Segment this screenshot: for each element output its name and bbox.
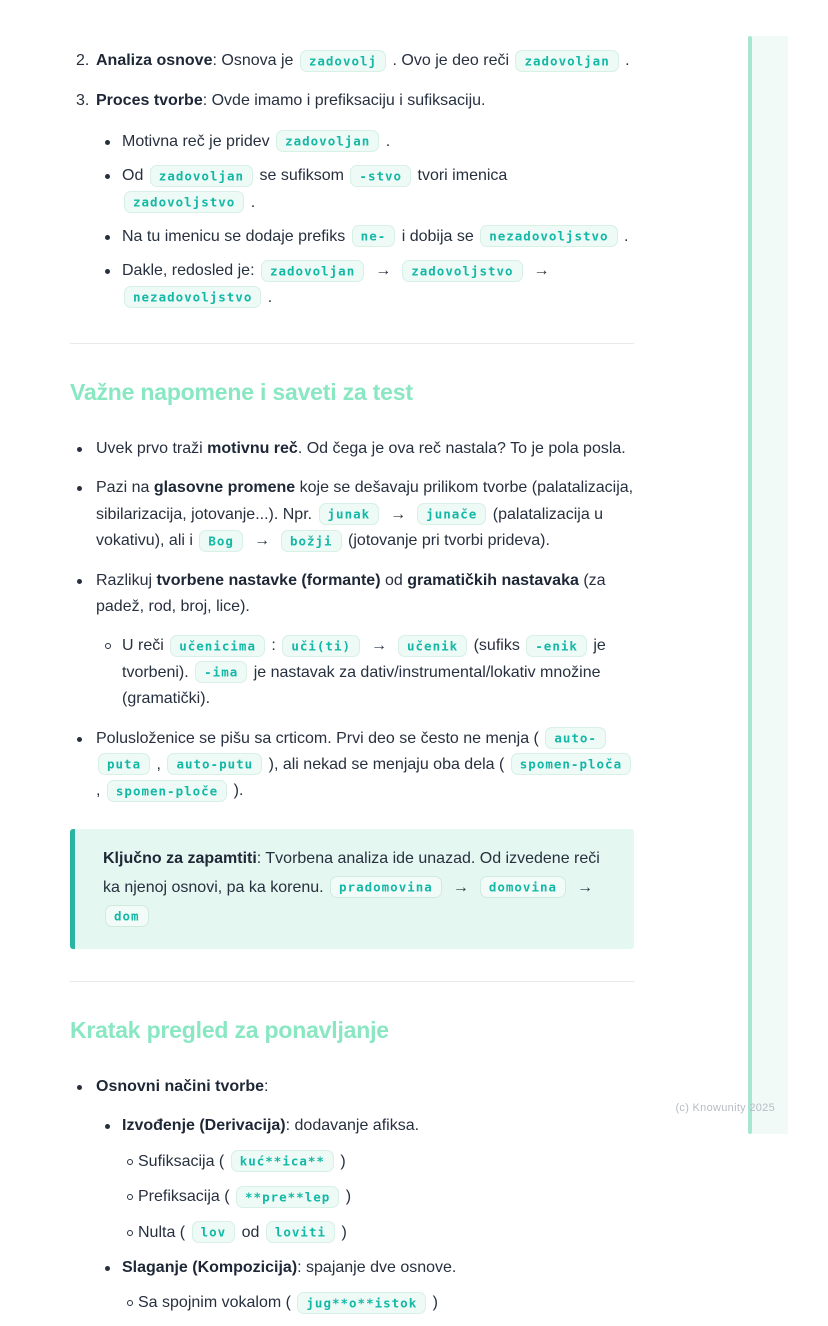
list-item-text	[96, 1078, 268, 1095]
code-badge: božji	[281, 530, 342, 552]
text-segment: je tvorbeni).	[122, 637, 606, 681]
bullet-icon	[127, 1159, 133, 1165]
list-item-text	[122, 167, 507, 210]
text-segment: Dakle, redosled je:	[122, 262, 259, 280]
list-item-text	[122, 262, 559, 305]
arrow-icon: →	[390, 505, 407, 523]
bold-text: motivnu reč	[207, 440, 298, 458]
bullet-icon	[127, 1230, 133, 1236]
bold-text: Analiza osnove	[96, 52, 213, 69]
list-item-text	[122, 1259, 456, 1276]
bullet-icon	[105, 1124, 110, 1129]
text-segment: je nastavak za dativ/instrumental/lokativ množine (gramatički).	[122, 663, 601, 708]
divider	[70, 343, 634, 344]
text-segment: ), ali nekad se menjaju oba dela (	[264, 755, 509, 773]
code-badge: jug**o**istok	[297, 1292, 426, 1314]
bullet-icon	[105, 269, 110, 274]
bold-text: gramatičkih nastavaka	[407, 571, 579, 589]
list-item	[70, 1220, 634, 1246]
text-segment: : dodavanje afiksa.	[285, 1117, 420, 1135]
code-badge: -ima	[195, 661, 247, 683]
code-badge: zadovoljan	[261, 260, 364, 282]
code-badge: junak	[319, 503, 380, 525]
list-item-text	[96, 92, 485, 109]
code-badge: lov	[192, 1221, 236, 1243]
text-segment: ,	[96, 782, 105, 800]
arrow-icon: →	[253, 532, 270, 550]
text-segment: Pazi na	[96, 479, 154, 497]
text-segment: Polusloženice se pišu sa crticom. Prvi deo se često ne menja (	[96, 729, 544, 747]
text-segment: :	[264, 1078, 269, 1096]
text-segment: . Ovo je deo reči	[388, 52, 514, 69]
bullet-icon	[77, 486, 82, 491]
code-badge: junače	[417, 503, 486, 525]
code-badge: učenik	[398, 635, 467, 657]
list-item	[70, 224, 634, 250]
list-item	[70, 129, 634, 155]
list-item	[70, 726, 634, 805]
text-segment: i dobija se	[397, 227, 479, 245]
copyright-footer: (c) Knowunity 2025	[675, 1102, 775, 1114]
text-segment: .	[381, 132, 391, 150]
text-segment: Sufiksacija (	[138, 1152, 229, 1170]
code-badge: Bog	[199, 530, 243, 552]
bold-text: tvorbene nastavke (formante)	[156, 571, 381, 589]
numbered-item	[70, 88, 634, 114]
list-item-text	[122, 637, 606, 707]
bold-text: Izvođenje (Derivacija)	[122, 1117, 286, 1135]
text-segment: :	[266, 637, 281, 655]
callout-box	[70, 829, 634, 949]
list-item	[70, 258, 634, 311]
bullet-icon	[77, 579, 82, 584]
code-badge: auto-puta	[98, 727, 606, 775]
text-segment: .	[620, 52, 630, 69]
text-segment: .	[263, 288, 273, 306]
code-badge: spomen-ploče	[107, 780, 227, 802]
text-segment: .	[246, 193, 256, 211]
list-item	[70, 1113, 634, 1139]
page-edge-strip	[752, 36, 788, 1134]
code-badge: spomen-ploča	[511, 753, 631, 775]
text-segment: koje se dešavaju prilikom tvorbe (palatalizacija, sibilarizacija, jotovanje...). Npr.	[96, 479, 634, 523]
text-segment: : Ovde imamo i prefiksaciju i sufiksaciju.	[202, 92, 486, 110]
list-item	[70, 1149, 634, 1175]
bullet-icon	[127, 1194, 133, 1200]
list-item-text	[96, 730, 633, 800]
code-badge: zadovolj	[300, 50, 386, 72]
numbered-item	[70, 48, 634, 74]
code-badge: nezadovoljstvo	[124, 286, 261, 308]
text-segment: Nulta (	[138, 1223, 190, 1241]
section-heading: Kratak pregled za ponavljanje	[70, 1017, 389, 1044]
list-item-text	[96, 440, 626, 457]
text-segment: se sufiksom	[255, 167, 349, 185]
text-segment: (palatalizacija u vokativu), ali i	[96, 505, 604, 550]
bullet-icon	[105, 174, 110, 179]
divider	[70, 981, 634, 982]
code-badge: ne-	[352, 225, 396, 247]
arrow-icon: →	[375, 262, 392, 280]
bullet-icon	[77, 737, 82, 742]
list-item	[70, 475, 634, 554]
list-item-text	[138, 1188, 351, 1205]
callout-text	[103, 845, 610, 931]
list-item-text	[96, 479, 633, 549]
text-segment: Sa spojnim vokalom (	[138, 1294, 296, 1312]
list-item-text	[96, 572, 606, 615]
code-badge: zadovoljan	[515, 50, 618, 72]
code-badge: zadovoljan	[276, 130, 379, 152]
text-segment: od	[380, 571, 408, 589]
list-item	[70, 1255, 634, 1281]
document-content	[70, 34, 634, 1326]
text-segment: (jotovanje pri tvorbi prideva).	[343, 532, 550, 550]
text-segment: Uvek prvo traži	[96, 440, 208, 458]
text-segment: : spajanje dve osnove.	[297, 1259, 457, 1277]
text-segment: Prefiksacija (	[138, 1188, 235, 1206]
section-heading: Važne napomene i saveti za test	[70, 379, 413, 406]
code-badge: dom	[105, 905, 149, 927]
arrow-icon: →	[533, 262, 550, 280]
list-item-text	[138, 1294, 438, 1311]
bold-text: glasovne promene	[153, 479, 296, 497]
list-item-text	[138, 1153, 346, 1170]
text-segment: Od	[122, 167, 148, 185]
list-item-text	[122, 133, 390, 150]
list-item	[70, 1290, 634, 1316]
scroll-indicator[interactable]	[748, 36, 752, 1134]
text-segment: )	[341, 1188, 352, 1206]
list-item	[70, 1074, 634, 1100]
list-item	[70, 633, 634, 712]
text-segment: . Od čega je ova reč nastala? To je pola posla.	[297, 440, 626, 458]
text-segment: (za padež, rod, broj, lice).	[96, 571, 606, 616]
code-badge: uči(ti)	[282, 635, 360, 657]
bold-text: Osnovni načini tvorbe	[96, 1078, 265, 1096]
bullet-icon	[77, 447, 82, 452]
text-segment: Motivna reč je pridev	[122, 132, 275, 150]
arrow-icon: →	[452, 878, 469, 896]
bullet-icon	[77, 1085, 82, 1090]
bullet-icon	[105, 140, 110, 145]
text-segment: U reči	[122, 637, 169, 655]
list-item-text	[138, 1224, 347, 1241]
list-item	[70, 436, 634, 462]
list-number: 2.	[76, 52, 90, 69]
list-item-text	[122, 1117, 419, 1134]
code-badge: zadovoljan	[150, 165, 253, 187]
code-badge: -stvo	[350, 165, 411, 187]
bullet-icon	[105, 235, 110, 240]
list-item	[70, 568, 634, 621]
list-item-text	[122, 228, 628, 245]
code-badge: učenicima	[170, 635, 265, 657]
text-segment: Na tu imenicu se dodaje prefiks	[122, 227, 350, 245]
text-segment: (sufiks	[469, 637, 525, 655]
code-badge: loviti	[266, 1221, 335, 1243]
code-badge: -enik	[526, 635, 587, 657]
text-segment: .	[619, 227, 629, 245]
text-segment: : Osnova je	[212, 52, 298, 69]
bullet-icon	[105, 643, 111, 649]
list-item	[70, 1184, 634, 1210]
code-badge: nezadovoljstvo	[480, 225, 617, 247]
list-item-text	[96, 52, 630, 69]
text-segment: ).	[229, 782, 244, 800]
arrow-icon: →	[577, 878, 594, 896]
bullet-icon	[105, 1266, 110, 1271]
bold-text: Proces tvorbe	[96, 92, 203, 110]
code-badge: **pre**lep	[236, 1186, 339, 1208]
text-segment: ,	[152, 755, 166, 773]
code-badge: pradomovina	[330, 876, 442, 898]
text-segment: tvori imenica	[413, 167, 508, 185]
bold-text: Ključno za zapamtiti	[103, 849, 257, 867]
arrow-icon: →	[371, 637, 387, 655]
list-item	[70, 163, 634, 216]
code-badge: zadovoljstvo	[402, 260, 522, 282]
code-badge: zadovoljstvo	[124, 191, 244, 213]
text-segment: )	[337, 1223, 347, 1241]
text-segment: od	[237, 1223, 264, 1241]
bullet-icon	[127, 1300, 133, 1306]
list-number: 3.	[76, 92, 90, 110]
text-segment: Razlikuj	[96, 571, 157, 589]
code-badge: kuć**ica**	[231, 1150, 334, 1172]
bold-text: Slaganje (Kompozicija)	[122, 1259, 298, 1277]
code-badge: auto-putu	[167, 753, 262, 775]
text-segment: )	[335, 1152, 346, 1170]
text-segment: : Tvorbena analiza ide unazad. Od izvedene reči ka njenoj osnovi, pa ka korenu.	[103, 849, 600, 896]
code-badge: domovina	[480, 876, 566, 898]
text-segment: )	[428, 1294, 439, 1312]
